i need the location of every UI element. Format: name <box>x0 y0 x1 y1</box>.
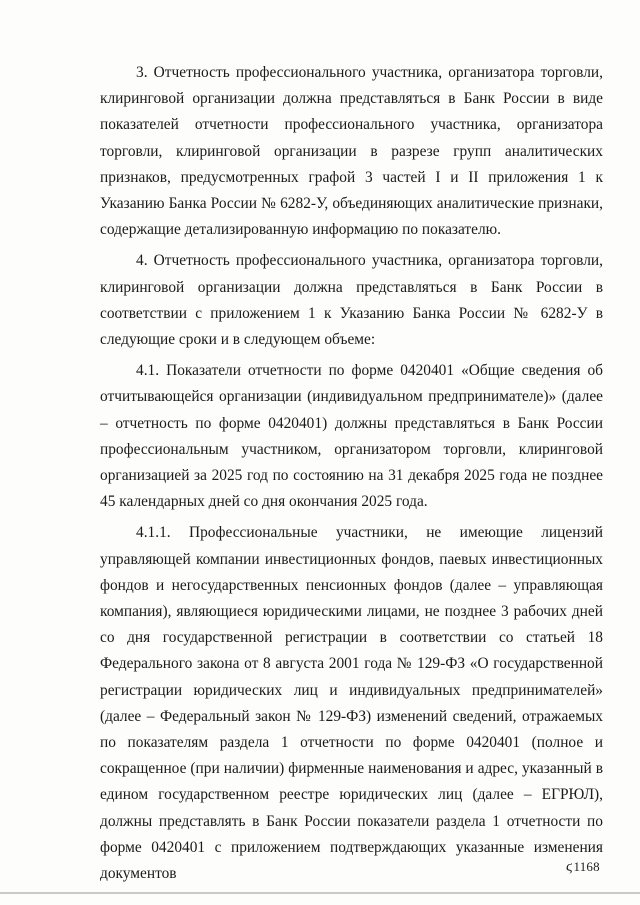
paragraph-4: 4. Отчетность профессионального участника, организатора торговли, клиринговой организации должна представляться в Банк России в соответствии с приложением 1 к Указанию Банка России № 6282-У в следующие сроки и в следующем объеме: <box>100 252 603 349</box>
page-number <box>566 859 600 876</box>
paragraph-4-1-1: 4.1.1. Профессиональные участники, не имеющие лицензий управляющей компании инвестиционных фондов, паевых инвестиционных фондов и негосударственных пенсионных фондов (далее – управляющая компания), являющиеся юридическими лицами, не позднее 3 рабочих дней со дня государственной регистрации в соответствии со статьей 18 Федерального закона от 8 августа 2001 года № 129-ФЗ «О государственной регистрации юридических лиц и индивидуальных предпринимателей» (далее – Федеральный закон № 129-ФЗ) изменений сведений, отражаемых по показателям раздела 1 отчетности по форме 0420401 (полное и сокращенное (при наличии) фирменные наименования и адрес, указанный в едином государственном реестре юридических лиц (далее – ЕГРЮЛ), должны представлять в Банк России показатели раздела 1 отчетности по форме 0420401 с приложением подтверждающих указанные изменения документов <box>100 524 603 883</box>
scan-edge-divider <box>0 892 640 894</box>
document-body <box>100 60 603 891</box>
paragraph-4-1: 4.1. Показатели отчетности по форме 0420401 «Общие сведения об отчитывающейся организации (индивидуальном предпринимателе)» (далее – отчетность по форме 0420401) должны представляться в Банк России профессиональным участником, организатором торговли, клиринговой организацией за 2025 год по состоянию на 31 декабря 2025 года не позднее 45 календарных дней со дня окончания 2025 года. <box>100 362 603 511</box>
page-number-value: 1168 <box>573 859 600 874</box>
paragraph-3: 3. Отчетность профессионального участника, организатора торговли, клиринговой организации должна представляться в Банк России в виде показателей отчетности профессионального участника, организатора торговли, клиринговой организации в разрезе групп аналитических признаков, предусмотренных графой 3 частей I и II приложения 1 к Указанию Банка России № 6282-У, объединяющих аналитические признаки, содержащие детализированную информацию по показателю. <box>100 64 603 239</box>
handwritten-mark: ϛ <box>566 859 573 875</box>
